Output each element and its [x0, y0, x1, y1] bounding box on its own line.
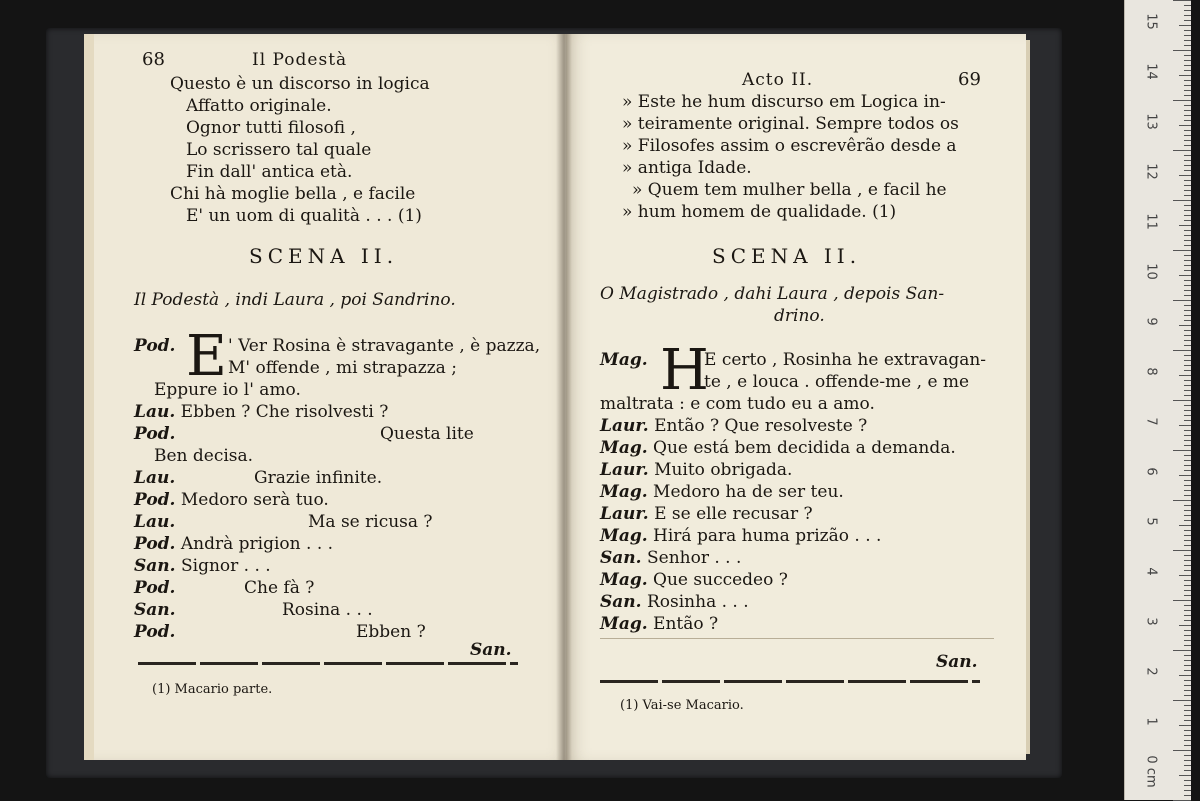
ruler-number: 3	[1143, 617, 1159, 626]
ruler-tick	[1173, 100, 1191, 101]
ruler-tick	[1184, 370, 1191, 371]
ruler-tick	[1173, 700, 1191, 701]
ruler-tick	[1184, 760, 1191, 761]
ruler-tick	[1184, 85, 1191, 86]
ruler-tick	[1184, 335, 1191, 336]
ruler-tick	[1184, 15, 1191, 16]
ruler-number: 13	[1143, 113, 1159, 130]
ruler-tick	[1184, 745, 1191, 746]
dialogue-text: Ebben ?	[356, 622, 426, 642]
running-title: Il Podestà	[252, 50, 348, 70]
ruler-tick	[1184, 40, 1191, 41]
dialogue-text: Ma se ricusa ?	[308, 512, 433, 532]
ruler-tick	[1184, 110, 1191, 111]
ruler-tick	[1184, 670, 1191, 671]
ruler-tick	[1184, 555, 1191, 556]
ruler-tick	[1184, 655, 1191, 656]
ruler-tick	[1184, 45, 1191, 46]
ruler-tick	[1184, 245, 1191, 246]
ruler-tick	[1184, 435, 1191, 436]
ruler-tick	[1179, 625, 1191, 626]
ruler-tick	[1184, 215, 1191, 216]
speaker-label: San.	[134, 556, 176, 576]
ruler-number: 0 cm	[1143, 755, 1159, 788]
ruler-number: 2	[1143, 667, 1159, 676]
ruler-tick	[1179, 575, 1191, 576]
catchword: San.	[936, 652, 978, 672]
scene-heading: SCENA II.	[712, 244, 862, 268]
ruler-tick	[1184, 790, 1191, 791]
dialogue-text: maltrata : e com tudo eu a amo.	[600, 394, 875, 414]
verse-line: E' un uom di qualità . . . (1)	[186, 206, 422, 226]
ruler-tick	[1179, 725, 1191, 726]
ruler-tick	[1184, 765, 1191, 766]
ruler-tick	[1184, 590, 1191, 591]
ruler-tick	[1184, 685, 1191, 686]
ruler-tick	[1184, 795, 1191, 796]
ruler-tick	[1184, 210, 1191, 211]
ruler-tick	[1184, 155, 1191, 156]
ruler-tick	[1179, 175, 1191, 176]
ruler-tick	[1184, 480, 1191, 481]
ruler-tick	[1184, 530, 1191, 531]
ruler-tick	[1184, 205, 1191, 206]
ruler-tick	[1184, 135, 1191, 136]
ruler-tick	[1173, 550, 1191, 551]
ruler-tick	[1184, 115, 1191, 116]
ruler-number: 5	[1143, 517, 1159, 526]
verse-line: » Quem tem mulher bella , e facil he	[632, 180, 947, 200]
cast-line: Il Podestà , indi Laura , poi Sandrino.	[134, 290, 456, 310]
dialogue-text: Então ? Que resolveste ?	[654, 416, 868, 436]
speaker-label: Pod.	[134, 424, 176, 444]
ruler-tick	[1184, 430, 1191, 431]
ruler-tick	[1184, 160, 1191, 161]
drop-cap: H	[660, 338, 709, 403]
ruler-tick	[1173, 150, 1191, 151]
ruler-tick	[1184, 620, 1191, 621]
ruler-tick	[1184, 170, 1191, 171]
dialogue-text: Que está bem decidida a demanda.	[653, 438, 956, 458]
ruler-tick	[1184, 680, 1191, 681]
ruler-tick	[1184, 185, 1191, 186]
ruler-tick	[1184, 570, 1191, 571]
ruler-tick	[1184, 755, 1191, 756]
ruler-tick	[1184, 690, 1191, 691]
ruler-number: 14	[1143, 63, 1159, 80]
verse-line: Lo scrissero tal quale	[186, 140, 372, 160]
ruler-tick	[1184, 320, 1191, 321]
speaker-label: Pod.	[134, 336, 176, 356]
ruler-tick	[1184, 20, 1191, 21]
speaker-label: San.	[600, 548, 642, 568]
ruler-tick	[1184, 470, 1191, 471]
ruler-tick	[1184, 645, 1191, 646]
ruler-number: 10	[1143, 263, 1159, 280]
ruler-tick	[1179, 75, 1191, 76]
dialogue-text: Então ?	[653, 614, 719, 634]
speaker-label: Mag.	[600, 438, 648, 458]
ruler-number: 4	[1143, 567, 1159, 576]
ruler-tick	[1184, 65, 1191, 66]
ruler-tick	[1173, 200, 1191, 201]
dialogue-text: Que succedeo ?	[653, 570, 788, 590]
speaker-label: Pod.	[134, 578, 176, 598]
ruler-tick	[1184, 280, 1191, 281]
ruler-tick	[1184, 260, 1191, 261]
ruler-tick	[1179, 375, 1191, 376]
running-title: Acto II.	[742, 70, 814, 90]
ruler-tick	[1184, 270, 1191, 271]
ruler-tick	[1184, 130, 1191, 131]
dialogue-text: Andrà prigion . . .	[180, 534, 334, 554]
ruler-tick	[1184, 610, 1191, 611]
speaker-label: San.	[600, 592, 642, 612]
ruler-tick	[1184, 730, 1191, 731]
ruler-tick	[1184, 665, 1191, 666]
ruler-tick	[1184, 60, 1191, 61]
book-gutter	[556, 34, 572, 760]
speaker-label: Pod.	[134, 490, 176, 510]
ruler-tick	[1184, 630, 1191, 631]
ruler-tick	[1184, 340, 1191, 341]
cast-line: O Magistrado , dahi Laura , depois San-	[600, 284, 945, 304]
catchword: San.	[470, 640, 512, 660]
ruler-tick	[1184, 520, 1191, 521]
speaker-label: Mag.	[600, 614, 648, 634]
verse-line: » antiga Idade.	[622, 158, 752, 178]
dialogue-text: Medoro ha de ser teu.	[653, 482, 844, 502]
verse-line: Ognor tutti filosofi ,	[186, 118, 356, 138]
dialogue-text: Rosina . . .	[282, 600, 373, 620]
ruler-tick	[1184, 255, 1191, 256]
ruler-tick	[1184, 360, 1191, 361]
ruler-tick	[1184, 485, 1191, 486]
ruler-tick	[1184, 615, 1191, 616]
ruler-tick	[1184, 35, 1191, 36]
dialogue-text: Muito obrigada.	[654, 460, 793, 480]
ruler-tick	[1179, 225, 1191, 226]
page-number: 69	[958, 69, 981, 90]
ruler-tick	[1184, 535, 1191, 536]
ruler-tick	[1184, 420, 1191, 421]
ruler-tick	[1184, 455, 1191, 456]
ruler-tick	[1184, 80, 1191, 81]
ruler-tick	[1184, 445, 1191, 446]
ruler-tick	[1173, 250, 1191, 251]
ruler-tick	[1184, 355, 1191, 356]
ruler-tick	[1184, 720, 1191, 721]
ruler-tick	[1179, 775, 1191, 776]
dialogue-text: Questa lite	[380, 424, 474, 444]
speaker-label: Mag.	[600, 526, 648, 546]
speaker-label: Pod.	[134, 622, 176, 642]
ruler-tick	[1184, 710, 1191, 711]
dialogue-text: M' offende , mi strapazza ;	[228, 358, 457, 378]
ruler-number: 15	[1143, 13, 1159, 30]
ruler-tick	[1184, 510, 1191, 511]
ruler-tick	[1184, 740, 1191, 741]
dialogue-text: Medoro serà tuo.	[180, 490, 329, 510]
ruler-tick	[1184, 295, 1191, 296]
speaker-label: Laur.	[600, 504, 649, 524]
ruler-tick	[1184, 415, 1191, 416]
ruler-tick	[1184, 440, 1191, 441]
dialogue-text: E se elle recusar ?	[654, 504, 813, 524]
ruler-tick	[1173, 650, 1191, 651]
ruler-tick	[1184, 495, 1191, 496]
ruler-tick	[1173, 600, 1191, 601]
ruler-tick	[1184, 715, 1191, 716]
right-page	[566, 34, 1026, 760]
dialogue-text: Rosinha . . .	[646, 592, 749, 612]
ruler-tick	[1184, 660, 1191, 661]
ruler-tick	[1184, 290, 1191, 291]
ruler-number: 9	[1143, 317, 1159, 326]
ruler-tick	[1184, 735, 1191, 736]
measuring-ruler	[1124, 0, 1191, 800]
ruler-tick	[1184, 310, 1191, 311]
ruler-tick	[1179, 425, 1191, 426]
ruler-tick	[1184, 235, 1191, 236]
text-divider	[600, 638, 994, 639]
ruler-tick	[1173, 750, 1191, 751]
ruler-tick	[1184, 465, 1191, 466]
ruler-number: 6	[1143, 467, 1159, 476]
speaker-label: Lau.	[134, 468, 176, 488]
verse-line: Fin dall' antica età.	[186, 162, 353, 182]
ruler-tick	[1184, 705, 1191, 706]
ruler-number: 7	[1143, 417, 1159, 426]
dialogue-text: te , e louca . offende-me , e me	[704, 372, 970, 392]
ruler-tick	[1184, 165, 1191, 166]
ruler-tick	[1184, 55, 1191, 56]
ruler-tick	[1184, 490, 1191, 491]
ruler-tick	[1179, 475, 1191, 476]
ruler-tick	[1179, 525, 1191, 526]
ruler-tick	[1184, 285, 1191, 286]
dialogue-text: Senhor . . .	[646, 548, 742, 568]
ruler-tick	[1184, 635, 1191, 636]
ruler-tick	[1173, 0, 1191, 1]
dialogue-text: ' Ver Rosina è stravagante , è pazza,	[228, 336, 541, 356]
ruler-tick	[1179, 275, 1191, 276]
ruler-tick	[1184, 230, 1191, 231]
ruler-tick	[1184, 560, 1191, 561]
ruler-tick	[1184, 405, 1191, 406]
ruler-tick	[1184, 10, 1191, 11]
ruler-tick	[1184, 195, 1191, 196]
ruler-tick	[1173, 450, 1191, 451]
ruler-tick	[1184, 540, 1191, 541]
scene-heading: SCENA II.	[249, 244, 399, 268]
ruler-tick	[1184, 90, 1191, 91]
ruler-tick	[1184, 305, 1191, 306]
left-page	[84, 34, 572, 760]
ruler-tick	[1173, 500, 1191, 501]
ruler-tick	[1184, 140, 1191, 141]
ruler-tick	[1184, 770, 1191, 771]
ruler-tick	[1184, 395, 1191, 396]
speaker-label: Pod.	[134, 534, 176, 554]
ruler-number: 11	[1143, 213, 1159, 230]
footnote: (1) Vai-se Macario.	[620, 698, 744, 713]
speaker-label: Laur.	[600, 460, 649, 480]
speaker-label: Lau.	[134, 512, 176, 532]
ruler-tick	[1184, 385, 1191, 386]
ruler-tick	[1184, 380, 1191, 381]
ruler-tick	[1184, 585, 1191, 586]
speaker-label: Laur.	[600, 416, 649, 436]
ruler-tick	[1184, 545, 1191, 546]
ruler-tick	[1179, 325, 1191, 326]
ruler-tick	[1184, 595, 1191, 596]
ruler-tick	[1173, 50, 1191, 51]
ruler-tick	[1184, 265, 1191, 266]
dialogue-text: Grazie infinite.	[254, 468, 383, 488]
verse-line: Chi hà moglie bella , e facile	[170, 184, 416, 204]
speaker-label: Mag.	[600, 482, 648, 502]
footnote: (1) Macario parte.	[152, 682, 273, 697]
cast-line: drino.	[774, 306, 825, 326]
ruler-tick	[1184, 145, 1191, 146]
ruler-tick	[1179, 675, 1191, 676]
dialogue-text: E certo , Rosinha he extravagan-	[704, 350, 987, 370]
ruler-tick	[1184, 505, 1191, 506]
dialogue-text: Che fà ?	[244, 578, 315, 598]
verse-line: » teiramente original. Sempre todos os	[622, 114, 959, 134]
ruler-tick	[1184, 220, 1191, 221]
footnote-rule	[138, 662, 518, 665]
ruler-tick	[1184, 460, 1191, 461]
footnote-rule	[600, 680, 980, 683]
ruler-number: 12	[1143, 163, 1159, 180]
speaker-label: Lau.	[134, 402, 176, 422]
verse-line: » Este he hum discurso em Logica in-	[622, 92, 946, 112]
ruler-tick	[1184, 30, 1191, 31]
dialogue-text: Ebben ? Che risolvesti ?	[180, 402, 389, 422]
ruler-tick	[1184, 120, 1191, 121]
ruler-tick	[1184, 105, 1191, 106]
ruler-tick	[1184, 365, 1191, 366]
verse-line: Questo è un discorso in logica	[170, 74, 430, 94]
ruler-tick	[1184, 180, 1191, 181]
ruler-tick	[1184, 5, 1191, 6]
ruler-tick	[1184, 410, 1191, 411]
ruler-tick	[1184, 330, 1191, 331]
speaker-label: San.	[134, 600, 176, 620]
ruler-tick	[1184, 580, 1191, 581]
ruler-tick	[1173, 400, 1191, 401]
ruler-number: 1	[1143, 717, 1159, 726]
speaker-label: Mag.	[600, 570, 648, 590]
drop-cap: E	[186, 324, 227, 389]
ruler-tick	[1184, 640, 1191, 641]
ruler-tick	[1179, 125, 1191, 126]
ruler-tick	[1184, 95, 1191, 96]
ruler-tick	[1184, 190, 1191, 191]
speaker-label: Mag.	[600, 350, 648, 370]
ruler-tick	[1184, 70, 1191, 71]
ruler-tick	[1184, 315, 1191, 316]
dialogue-text: Hirá para huma prizão . . .	[653, 526, 882, 546]
verse-line: Affatto originale.	[186, 96, 332, 116]
ruler-tick	[1184, 695, 1191, 696]
ruler-tick	[1184, 565, 1191, 566]
ruler-tick	[1173, 300, 1191, 301]
ruler-tick	[1184, 605, 1191, 606]
ruler-tick	[1184, 240, 1191, 241]
dialogue-text: Ben decisa.	[154, 446, 254, 466]
ruler-tick	[1184, 515, 1191, 516]
ruler-number: 8	[1143, 367, 1159, 376]
ruler-tick	[1184, 345, 1191, 346]
ruler-tick	[1184, 390, 1191, 391]
ruler-tick	[1173, 350, 1191, 351]
dialogue-text: Signor . . .	[180, 556, 271, 576]
verse-line: » Filosofes assim o escrevêrão desde a	[622, 136, 957, 156]
verse-line: » hum homem de qualidade. (1)	[622, 202, 897, 222]
ruler-tick	[1184, 785, 1191, 786]
ruler-tick	[1184, 780, 1191, 781]
dialogue-text: Eppure io l' amo.	[154, 380, 301, 400]
ruler-tick	[1179, 25, 1191, 26]
page-number: 68	[142, 49, 165, 70]
